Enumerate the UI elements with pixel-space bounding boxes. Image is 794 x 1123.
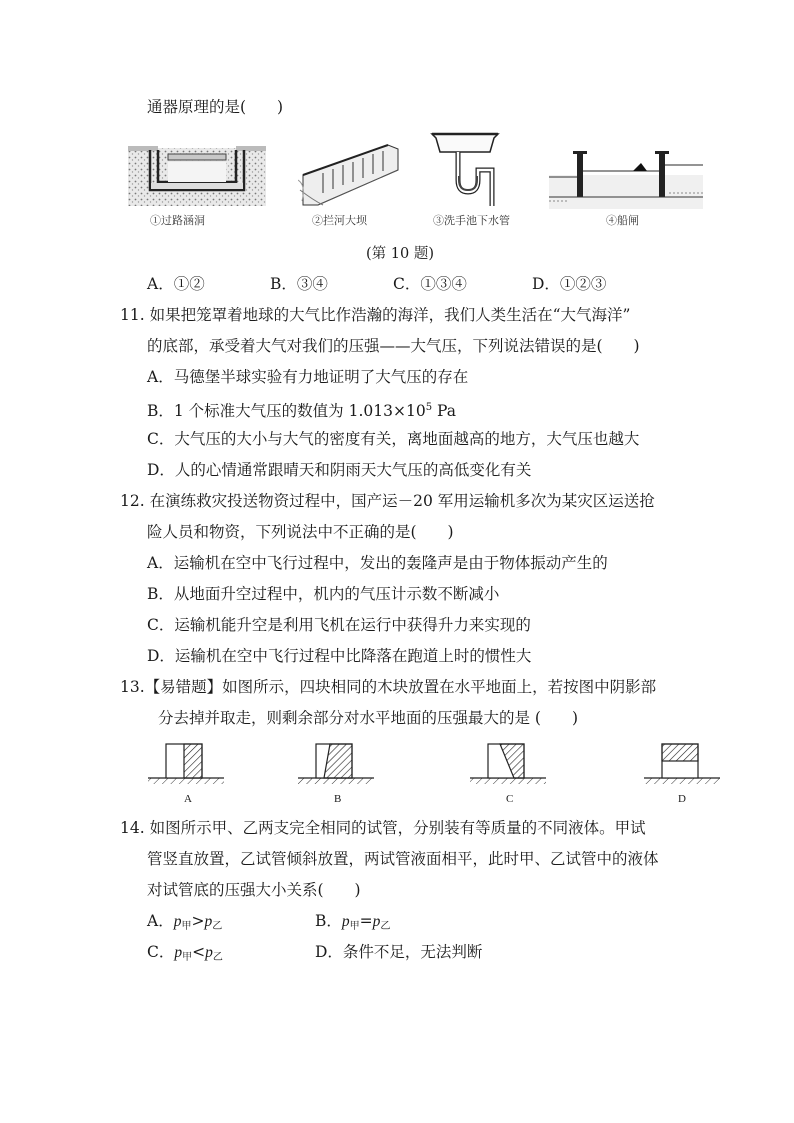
block-c [470,744,546,784]
block-a [148,744,224,784]
figure-title: (第 10 题) [366,246,434,262]
block-label-a: A [184,793,192,805]
sink-drain-figure [430,130,500,208]
q10-option-a: A．①② [147,275,205,293]
dam-figure [298,135,403,207]
block-label-c: C [506,793,514,805]
q11-option-d: D．人的心情通常跟晴天和阴雨天大气压的高低变化有关 [147,461,532,479]
q14-stem-line2: 管竖直放置，乙试管倾斜放置，两试管液面相平，此时甲、乙试管中的液体 [147,850,659,868]
q11-option-c: C．大气压的大小与大气的密度有关，离地面越高的地方，大气压也越大 [147,430,640,448]
block-b [298,744,374,784]
q11-option-a: A．马德堡半球实验有力地证明了大气压的存在 [147,368,469,386]
block-label-b: B [334,793,342,805]
q11-option-b: B．1 个标准大气压的数值为 $1.013\times 10^5$ Pa [147,402,456,421]
q14-stem-line3: 对试管底的压强大小关系( ) [147,881,361,899]
q12-option-d: D．运输机在空中飞行过程中比降落在跑道上时的惯性大 [147,647,532,665]
q12-option-b: B．从地面升空过程中，机内的气压计示数不断减小 [147,585,500,603]
q12-option-a: A．运输机在空中飞行过程中，发出的轰隆声是由于物体振动产生的 [147,554,608,572]
culvert-figure [128,138,266,206]
block-label-d: D [678,793,686,805]
q10-option-c: C．①③④ [393,275,467,293]
q10-stem-end: 通器原理的是( ) [147,98,284,116]
blocks-figure [140,738,730,796]
q14-option-d: D．条件不足，无法判断 [315,943,483,961]
q14-stem-line1: 14. 如图所示甲、乙两支完全相同的试管，分别装有等质量的不同液体。甲试 [120,819,646,837]
q12-option-c: C．运输机能升空是利用飞机在运行中获得升力来实现的 [147,616,531,634]
q11-stem-line2: 的底部，承受着大气对我们的压强——大气压，下列说法错误的是( ) [147,337,640,355]
caption-ship-lock: ④船闸 [606,214,639,227]
block-d [644,744,720,784]
caption-sink-drain: ③洗手池下水管 [433,214,510,227]
q10-option-b: B．③④ [270,275,328,293]
q14-option-a: A．p甲>p乙 [147,912,223,932]
caption-culvert: ①过路涵洞 [150,214,205,227]
caption-dam: ②拦河大坝 [312,214,367,227]
q14-option-c: C．p甲<p乙 [147,943,223,963]
q11-stem-line1: 11. 如果把笼罩着地球的大气比作浩瀚的海洋，我们人类生活在“大气海洋” [120,306,631,324]
q12-stem-line1: 12. 在演练救灾投送物资过程中，国产运－20 军用运输机多次为某灾区运送抢 [120,492,655,510]
q10-option-d: D．①②③ [532,275,607,293]
q13-stem-line2: 分去掉并取走，则剩余部分对水平地面的压强最大的是 ( ) [158,709,579,727]
ship-lock-figure [549,145,703,209]
q14-option-b: B．p甲=p乙 [315,912,391,932]
q13-stem-line1: 13.【易错题】如图所示，四块相同的木块放置在水平地面上，若按图中阴影部 [120,678,657,696]
q12-stem-line2: 险人员和物资，下列说法中不正确的是( ) [147,523,454,541]
